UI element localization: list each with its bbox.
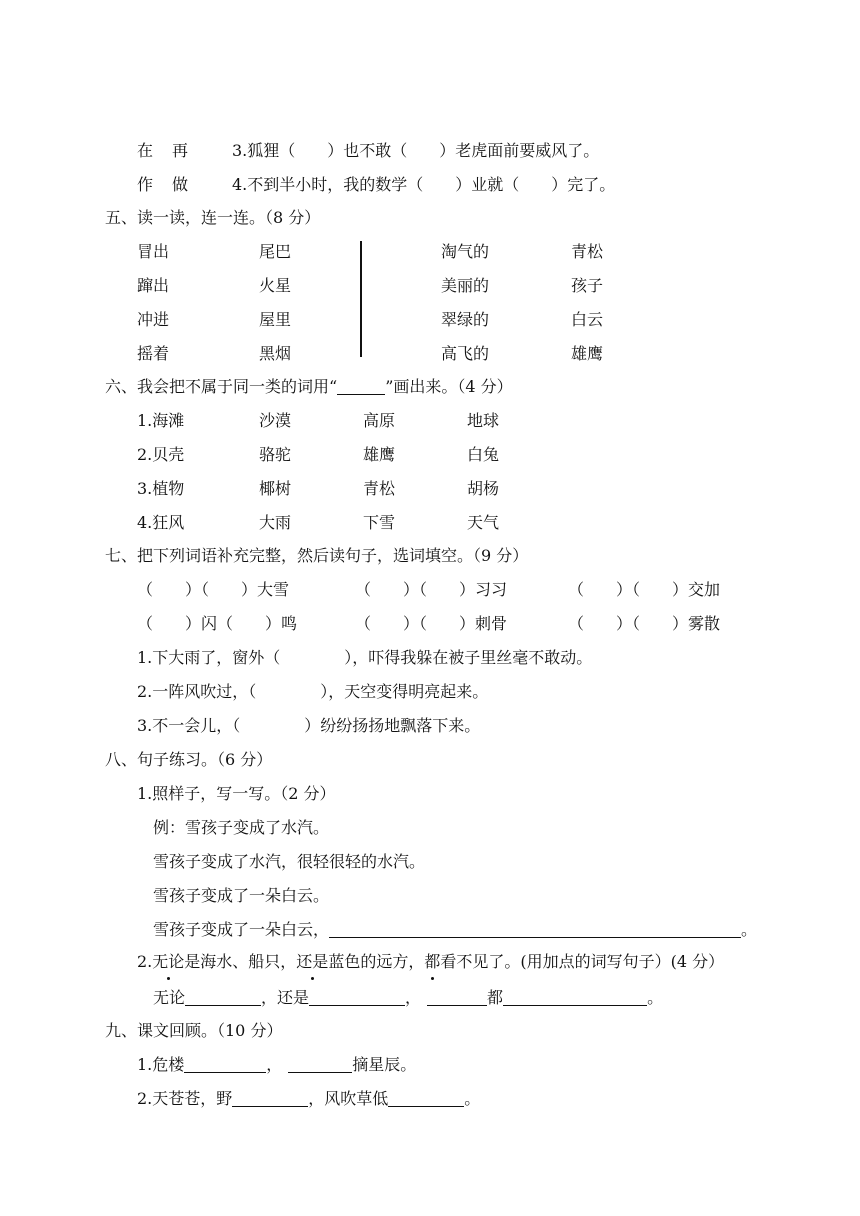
idiom-fill: （ ）（ ）交加 [568, 580, 721, 599]
given-sentence: 雪孩子变成了一朵白云。 [153, 886, 330, 905]
word-cell: 白兔 [467, 445, 500, 464]
blank-1[interactable] [185, 989, 261, 1006]
recall-blank[interactable] [232, 1090, 308, 1107]
match-left-word: 蹿出 [137, 276, 170, 295]
match-left-target: 屋里 [259, 310, 292, 329]
pattern-word: 无论 [153, 988, 186, 1007]
match-right-target: 白云 [571, 310, 604, 329]
section-6-title-after: ”画出来。（4 分） [385, 377, 513, 396]
question-8-1-title: 1.照样子，写一写。（2 分） [137, 784, 336, 803]
word-cell: 高原 [363, 411, 396, 430]
answer-period: 。 [741, 920, 758, 939]
answer-blank[interactable] [329, 921, 741, 938]
answer-line [153, 919, 757, 941]
fill-sentence-3b: 3.不一会儿，（ ）纷纷扬扬地飘落下来。 [137, 716, 481, 735]
blank-4[interactable] [503, 989, 647, 1006]
section-9-title: 九、课文回顾。（10 分） [105, 1021, 283, 1040]
match-right-target: 青松 [571, 242, 604, 261]
section-5-title: 五、读一读，连一连。（8 分） [105, 208, 321, 227]
recall-text: 摘星辰。 [352, 1055, 417, 1074]
word-cell: 雄鹰 [363, 445, 396, 464]
question-text: 蓝色的远方， [328, 952, 425, 971]
word-cell: 1.海滩 [137, 411, 185, 430]
dotted-word-haishi: 还是 [296, 952, 329, 971]
word-cell: 3.植物 [137, 479, 185, 498]
dotted-word-wulun: 无论 [152, 952, 185, 971]
pattern-word: ，还是 [261, 988, 310, 1007]
idiom-fill: （ ）（ ）习习 [355, 580, 508, 599]
match-left-target: 黑烟 [259, 344, 292, 363]
fill-sentence-2: 2.一阵风吹过，（ ），天空变得明亮起来。 [137, 682, 489, 701]
section-8-title: 八、句子练习。（6 分） [105, 750, 273, 769]
fill-sentence-1: 1.下大雨了，窗外（ ），吓得我躲在被子里丝毫不敢动。 [137, 648, 593, 667]
section-6-title [105, 376, 513, 398]
idiom-fill: （ ）（ ）雾散 [568, 614, 721, 633]
recall-blank[interactable] [288, 1056, 352, 1073]
match-right-word: 淘气的 [441, 242, 490, 261]
pattern-word: 都 [487, 988, 504, 1007]
recall-blank[interactable] [388, 1090, 464, 1107]
blank-2[interactable] [309, 989, 405, 1006]
word-cell: 大雨 [259, 513, 292, 532]
choice-word-zuo: 作 [137, 175, 154, 194]
example-sentence: 例：雪孩子变成了水汽。 [153, 818, 330, 837]
idiom-fill: （ ）（ ）大雪 [137, 580, 290, 599]
question-text: 是海水、船只， [184, 952, 297, 971]
match-left-word: 冲进 [137, 310, 170, 329]
answer-prompt: 雪孩子变成了一朵白云， [153, 920, 330, 939]
recall-text: 2.天苍苍，野 [137, 1089, 233, 1108]
choice-word-zai: 在 [137, 141, 154, 160]
choice-word-zai2: 再 [172, 141, 189, 160]
question-8-2 [137, 951, 724, 973]
section-7-title: 七、把下列词语补充完整，然后读句子，选词填空。（9 分） [105, 546, 529, 565]
idiom-fill: （ ）闪（ ）鸣 [137, 614, 298, 633]
fill-sentence-4: 4.不到半小时，我的数学（ ）业就（ ）完了。 [232, 175, 616, 194]
word-cell: 4.狂风 [137, 513, 185, 532]
recall-text: ，风吹草低 [308, 1089, 389, 1108]
match-right-word: 翠绿的 [441, 310, 490, 329]
word-cell: 青松 [363, 479, 396, 498]
match-right-word: 高飞的 [441, 344, 490, 363]
recall-text: 。 [464, 1089, 481, 1108]
match-left-word: 冒出 [137, 242, 170, 261]
word-cell: 下雪 [363, 513, 396, 532]
sentence-pattern-fill [153, 987, 663, 1009]
match-right-target: 孩子 [571, 276, 604, 295]
recall-blank[interactable] [184, 1056, 266, 1073]
recall-line-2 [137, 1088, 480, 1110]
choice-word-zuo2: 做 [172, 175, 189, 194]
match-right-target: 雄鹰 [571, 344, 604, 363]
word-cell: 沙漠 [259, 411, 292, 430]
blank-3[interactable] [427, 989, 487, 1006]
word-cell: 2.贝壳 [137, 445, 185, 464]
match-left-target: 火星 [259, 276, 292, 295]
recall-line-1 [137, 1054, 416, 1076]
word-cell: 胡杨 [467, 479, 500, 498]
section-6-title-before: 六、我会把不属于同一类的词用“ [105, 377, 338, 396]
word-cell: 椰树 [259, 479, 292, 498]
match-right-word: 美丽的 [441, 276, 490, 295]
word-cell: 地球 [467, 411, 500, 430]
idiom-fill: （ ）（ ）刺骨 [355, 614, 508, 633]
fill-sentence-3: 3.狐狸（ ）也不敢（ ）老虎面前要威风了。 [232, 141, 600, 160]
question-text: 看不见了。(用加点的词写句子）(4 分） [440, 952, 725, 971]
divider-line [360, 241, 362, 357]
question-number: 2. [137, 952, 153, 971]
word-cell: 骆驼 [259, 445, 292, 464]
recall-text: ， [266, 1055, 283, 1074]
underline-sample [337, 378, 385, 395]
dotted-word-dou: 都 [424, 952, 441, 971]
word-cell: 天气 [467, 513, 500, 532]
recall-text: 1.危楼 [137, 1055, 185, 1074]
match-left-word: 摇着 [137, 344, 170, 363]
pattern-word: 。 [647, 988, 664, 1007]
match-left-target: 尾巴 [259, 242, 292, 261]
pattern-word: ， [405, 988, 422, 1007]
example-answer: 雪孩子变成了水汽，很轻很轻的水汽。 [153, 852, 426, 871]
